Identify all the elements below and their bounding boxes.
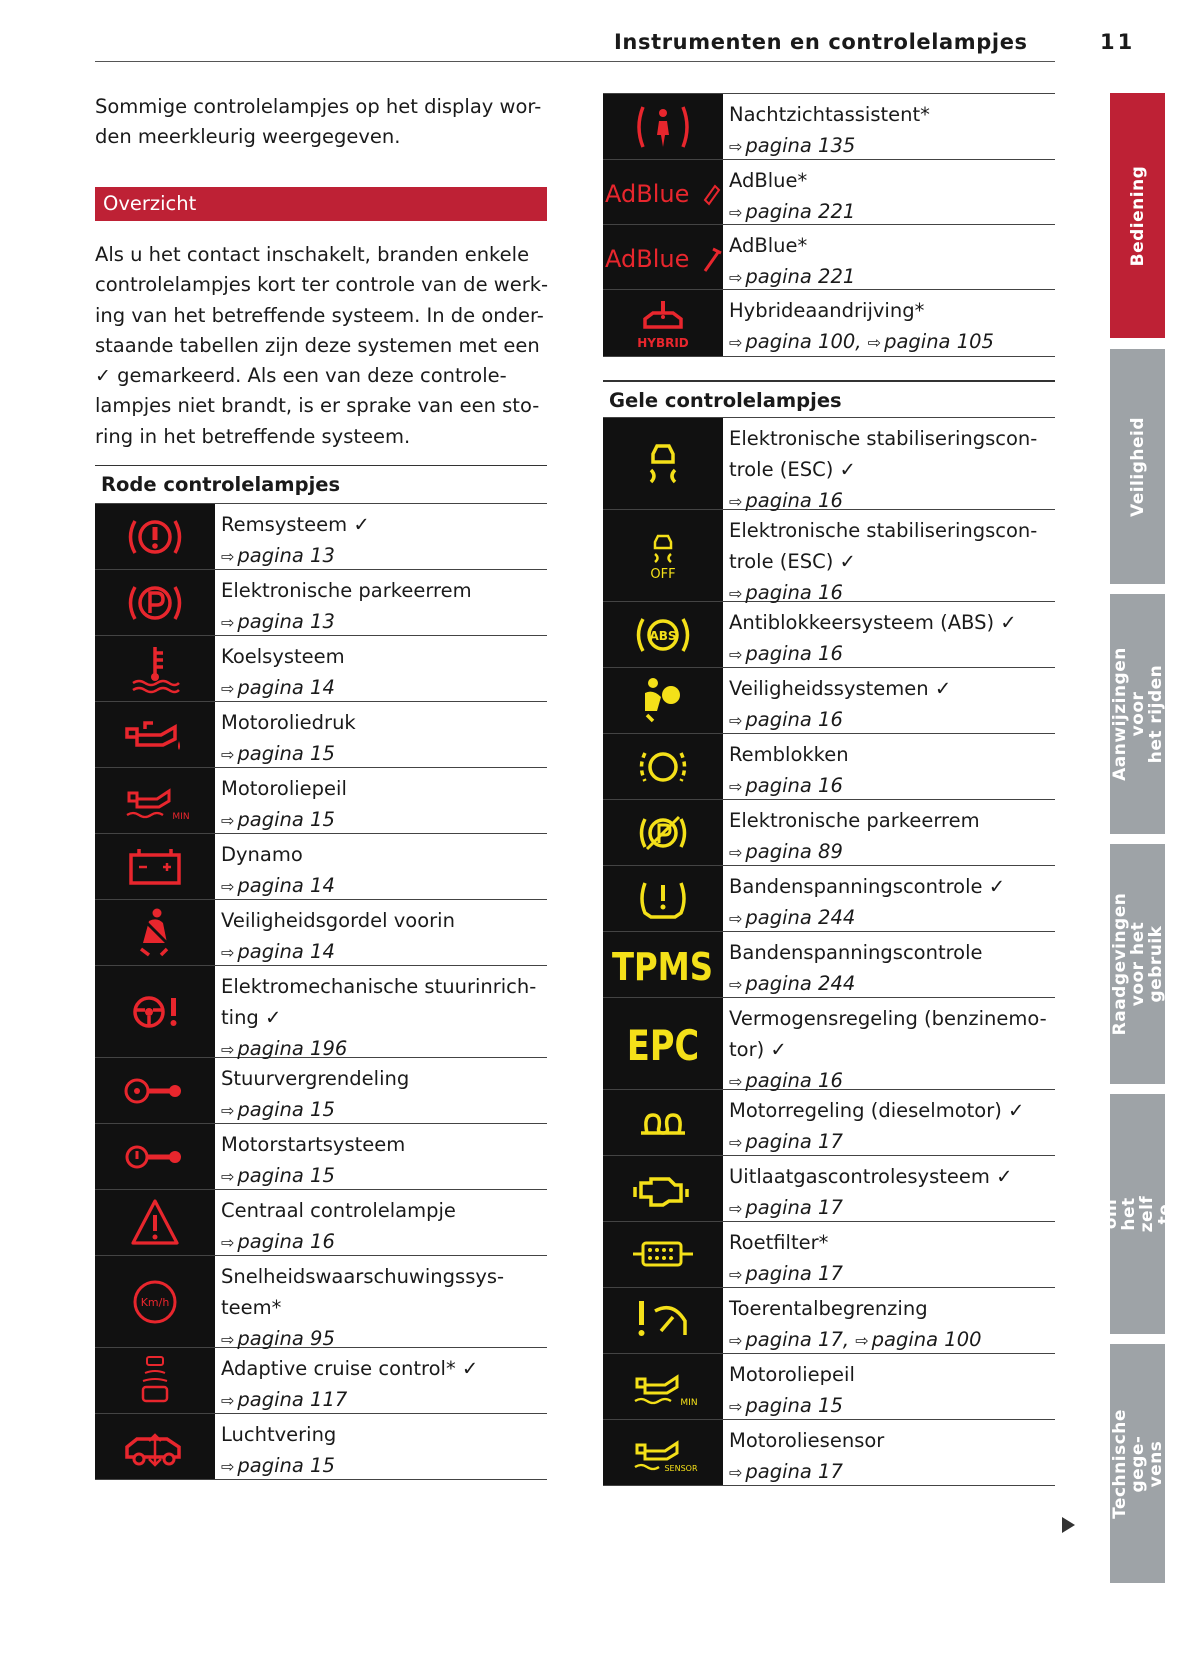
side-tab-label: Aanwijzingen voor het rijden [1109,647,1166,781]
reference-arrow-icon: ⇨ [221,1233,235,1252]
reference-arrow-icon: ⇨ [729,1133,743,1152]
lamp-description [723,1354,1055,1419]
parking-brake-icon [95,570,215,635]
lamp-name: Roetfilter* [729,1231,829,1254]
table-row [95,503,547,569]
page-link[interactable]: pagina 100, [745,330,862,353]
lamp-name: Nachtzichtassistent* [729,103,930,126]
particulate-filter-icon [603,1222,723,1287]
table-row [603,509,1055,604]
reference-arrow-icon: ⇨ [729,1463,743,1482]
lamp-name: Vermogensregeling (benzinemo- tor) ✓ [729,1007,1047,1061]
lamp-name: Elektronische stabiliseringscon- trole (ESC) ✓ [729,519,1038,573]
lamp-name: Uitlaatgascontrolesysteem ✓ [729,1165,1013,1188]
svg-text:AdBlue: AdBlue [605,180,690,208]
lamp-description [723,668,1055,733]
esc-icon [603,418,723,509]
table-row [95,767,547,833]
lamp-description [723,225,1055,289]
page-link[interactable]: pagina 244 [745,972,856,995]
svg-text:OFF: OFF [650,566,676,582]
lamp-name: Bandenspanningscontrole [729,941,983,964]
table-row [95,635,547,701]
epc-icon [603,998,723,1089]
seatbelt-icon [95,900,215,965]
page-reference [729,968,1055,1000]
page-reference [729,770,1055,802]
table-row [603,931,1055,997]
page-reference [221,1384,547,1416]
page-link[interactable]: pagina 15 [237,1164,335,1187]
reference-arrow-icon: ⇨ [221,943,235,962]
lamp-name: Adaptive cruise control* ✓ [221,1357,479,1380]
overview-text-2: gemarkeerd. Als een van deze controle- lampjes niet brandt, is er sprake van een sto- ring in het betreffende systeem. [95,364,540,448]
page-link[interactable]: pagina 16 [745,642,843,665]
page-link[interactable]: pagina 100 [871,1328,982,1351]
overview-heading: Overzicht [95,187,547,221]
page-reference [729,836,1055,868]
lamp-description [723,1090,1055,1155]
reference-arrow-icon: ⇨ [729,1265,743,1284]
reference-arrow-icon: ⇨ [729,584,743,603]
lamp-description [215,768,547,833]
page-link[interactable]: pagina 16 [745,489,843,512]
lamp-name: Toerentalbegrenzing [729,1297,928,1320]
table-row [603,1287,1055,1353]
steering-warning-icon [95,966,215,1057]
lamp-name: Elektromechanische stuurinrich- ting ✓ [221,975,537,1029]
engine-check-icon [603,1156,723,1221]
svg-text:HYBRID: HYBRID [637,336,689,350]
oil-level-min-icon [603,1354,723,1419]
lamp-description [723,94,1055,159]
lamp-name: Motorstartsysteem [221,1133,406,1156]
table-row [603,1353,1055,1419]
page-link[interactable]: pagina 17, [745,1328,850,1351]
lamp-description [723,602,1055,667]
lamp-name: Motoroliepeil [221,777,347,800]
page-reference [729,1456,1055,1488]
table-row [603,1221,1055,1287]
lamp-description [215,636,547,701]
table-row [603,224,1055,289]
lamp-name: Motoroliedruk [221,711,356,734]
table-row [95,899,547,965]
page-link[interactable]: pagina 17 [745,1130,843,1153]
lamp-name: Remblokken [729,743,849,766]
esc-off-icon [603,510,723,601]
lamp-description [215,900,547,965]
steering-lock-icon [95,1058,215,1123]
reference-arrow-icon: ⇨ [221,1330,235,1349]
side-tab-4[interactable] [1110,844,1165,1084]
page-link[interactable]: pagina 117 [237,1388,348,1411]
lamp-description [215,1348,547,1413]
yellow-lights-table [603,417,1055,1486]
table-row [603,159,1055,224]
lamp-description [723,932,1055,997]
overview-text-1: Als u het contact inschakelt, branden enkele controlelampjes kort ter controle van de werk- ing van het betreffende systeem. In de onder- staande tabellen zijn deze systemen met een [95,243,549,357]
speed-warning-icon [95,1256,215,1347]
page-reference [729,704,1055,736]
tpms-icon [603,932,723,997]
table-row [95,701,547,767]
page-link[interactable]: pagina 13 [237,610,335,633]
svg-text:SENSOR: SENSOR [664,1463,698,1473]
battery-icon [95,834,215,899]
reference-arrow-icon: ⇨ [221,1167,235,1186]
reference-arrow-icon: ⇨ [729,975,743,994]
tire-pressure-icon [603,866,723,931]
page-reference [221,870,547,902]
reference-arrow-icon: ⇨ [729,711,743,730]
red-section-title: Rode controlelampjes [95,465,547,503]
reference-arrow-icon: ⇨ [729,203,743,222]
reference-arrow-icon: ⇨ [221,1101,235,1120]
lamp-name: Antiblokkeersysteem (ABS) ✓ [729,611,1017,634]
reference-arrow-icon: ⇨ [729,909,743,928]
lamp-name: AdBlue* [729,234,808,257]
lamp-description [215,702,547,767]
adblue-service-icon [603,225,723,289]
overview-paragraph [95,240,557,452]
table-row [603,601,1055,667]
page-reference [729,1390,1055,1422]
lamp-description [723,418,1055,512]
parking-brake-fault-icon [603,800,723,865]
top-right-lights-table [603,93,1055,357]
table-row [95,1057,547,1123]
lamp-description [215,504,547,569]
page-reference [729,638,1055,670]
lamp-name: Elektronische parkeerrem [221,579,472,602]
page-reference [729,1324,1055,1356]
page-reference [729,1126,1055,1158]
lamp-name: Luchtvering [221,1423,337,1446]
page-reference [221,1226,547,1258]
page-reference [729,261,1055,293]
airbag-icon [603,668,723,733]
side-tab-6[interactable] [1110,1344,1165,1583]
brake-warning-icon [95,504,215,569]
page-reference [221,672,547,704]
coolant-temperature-icon [95,636,215,701]
air-suspension-icon [95,1414,215,1479]
table-row [95,1189,547,1255]
table-row [603,997,1055,1092]
lamp-description [723,1156,1055,1221]
lamp-description [723,998,1055,1092]
lamp-description [215,1414,547,1479]
lamp-name: Elektronische stabiliseringscon- trole (ESC) ✓ [729,427,1038,481]
check-mark: ✓ [95,365,111,388]
lamp-description [723,866,1055,931]
lamp-name: Motorregeling (dieselmotor) ✓ [729,1099,1025,1122]
page-reference [729,1258,1055,1290]
table-row [603,667,1055,733]
lamp-description [723,1420,1055,1485]
table-row [603,93,1055,159]
table-row [603,799,1055,865]
oil-sensor-icon [603,1420,723,1485]
reference-arrow-icon: ⇨ [221,1391,235,1410]
lamp-description [723,734,1055,799]
svg-text:AdBlue: AdBlue [605,245,690,273]
reference-arrow-icon: ⇨ [867,333,882,352]
page-link[interactable]: pagina 16 [237,1230,335,1253]
page-link[interactable]: pagina 135 [745,134,856,157]
svg-text:MIN: MIN [680,1397,698,1408]
side-tab-2[interactable] [1110,349,1165,584]
page-reference [729,130,1055,162]
reference-arrow-icon: ⇨ [729,492,743,511]
lamp-name: Dynamo [221,843,303,866]
reference-arrow-icon: ⇨ [729,1397,743,1416]
page-header-title: Instrumenten en controlelampjes [614,30,1028,54]
page-link[interactable]: pagina 221 [745,200,856,223]
lamp-name: Remsysteem ✓ [221,513,370,536]
table-row [603,733,1055,799]
page-reference [221,1450,547,1482]
lamp-description [215,834,547,899]
abs-icon [603,602,723,667]
oil-pressure-icon [95,702,215,767]
lamp-description [215,1058,547,1123]
page-reference [729,902,1055,934]
page-reference [729,1192,1055,1224]
page-link[interactable]: pagina 196 [237,1037,348,1060]
page-reference [221,936,547,968]
lamp-description [723,1288,1055,1353]
lamp-description [215,1124,547,1189]
side-tab-label: Bediening [1127,165,1148,266]
page-reference [729,196,1055,228]
page-link[interactable]: pagina 15 [745,1394,843,1417]
page-link[interactable]: pagina 15 [237,742,335,765]
reference-arrow-icon: ⇨ [729,1072,743,1091]
reference-arrow-icon: ⇨ [729,843,743,862]
lamp-description [215,570,547,635]
svg-text:EPC: EPC [626,1020,700,1070]
page-link[interactable]: pagina 221 [745,265,856,288]
page-link[interactable]: pagina 89 [745,840,843,863]
lamp-name: Motoroliesensor [729,1429,885,1452]
table-row [95,569,547,635]
reference-arrow-icon: ⇨ [729,645,743,664]
lamp-name: Stuurvergrendeling [221,1067,410,1090]
lamp-name: AdBlue* [729,169,808,192]
svg-text:TPMS: TPMS [611,945,714,990]
side-tab-3[interactable] [1110,594,1165,834]
side-tab-label: Technische gege- vens [1109,1408,1166,1519]
night-vision-icon [603,94,723,159]
page-link[interactable]: pagina 95 [237,1327,335,1350]
page-reference [221,606,547,638]
page-link[interactable]: pagina 15 [237,1454,335,1477]
table-row [603,1419,1055,1485]
table-row [95,1255,547,1350]
page-link[interactable]: pagina 14 [237,676,335,699]
table-row [603,865,1055,931]
reference-arrow-icon: ⇨ [855,1331,869,1350]
page-reference [221,804,547,836]
lamp-description [215,1256,547,1350]
lamp-name: Elektronische parkeerrem [729,809,980,832]
reference-arrow-icon: ⇨ [729,777,743,796]
lamp-name: Veiligheidsgordel voorin [221,909,455,932]
hybrid-drive-icon [603,290,723,356]
glow-plug-icon [603,1090,723,1155]
oil-level-min-icon [95,768,215,833]
side-tab-label: Tips om het zelf te doen [1082,1189,1193,1239]
reference-arrow-icon: ⇨ [221,613,235,632]
page-reference [221,540,547,572]
page-link[interactable]: pagina 244 [745,906,856,929]
brake-pads-icon [603,734,723,799]
reference-arrow-icon: ⇨ [221,1457,235,1476]
lamp-description [215,966,547,1060]
reference-arrow-icon: ⇨ [221,877,235,896]
page-reference [221,1160,547,1192]
page-link[interactable]: pagina 14 [237,940,335,963]
side-tab-5[interactable] [1082,1094,1193,1334]
svg-text:ABS: ABS [649,628,677,643]
page-link[interactable]: pagina 14 [237,874,335,897]
table-row [95,965,547,1060]
lamp-description [723,1222,1055,1287]
svg-text:MIN: MIN [172,811,190,822]
reference-arrow-icon: ⇨ [221,745,235,764]
page-reference [221,1094,547,1126]
page-link[interactable]: pagina 16 [745,774,843,797]
lamp-name: Snelheidswaarschuwingssys- teem* [221,1265,505,1319]
table-row [95,833,547,899]
page-reference [729,326,1055,358]
rev-limit-icon [603,1288,723,1353]
warning-triangle-icon [95,1190,215,1255]
header-divider [95,61,1055,62]
reference-arrow-icon: ⇨ [221,811,235,830]
lamp-description [723,290,1055,356]
reference-arrow-icon: ⇨ [729,1199,743,1218]
page-link[interactable]: pagina 15 [237,808,335,831]
page-link[interactable]: pagina 13 [237,544,335,567]
table-row [95,1123,547,1189]
page-link[interactable]: pagina 16 [745,708,843,731]
lamp-name: Motoroliepeil [729,1363,855,1386]
table-row [603,417,1055,512]
side-tab-label: Veiligheid [1127,416,1148,517]
page-number: 11 [1100,30,1136,54]
table-row [95,1347,547,1413]
page-link[interactable]: pagina 16 [745,1069,843,1092]
red-lights-table [95,503,547,1480]
page-link[interactable]: pagina 105 [884,330,994,353]
reference-arrow-icon: ⇨ [729,1331,743,1350]
page-link[interactable]: pagina 17 [745,1460,843,1483]
lamp-description [723,800,1055,865]
reference-arrow-icon: ⇨ [221,679,235,698]
reference-arrow-icon: ⇨ [729,333,743,352]
lamp-name: Veiligheidssystemen ✓ [729,677,952,700]
lamp-description [215,1190,547,1255]
adblue-fill-icon [603,160,723,224]
page-link[interactable]: pagina 17 [745,1262,843,1285]
table-row [603,1155,1055,1221]
reference-arrow-icon: ⇨ [221,547,235,566]
page-link[interactable]: pagina 17 [745,1196,843,1219]
svg-text:Km/h: Km/h [140,1295,170,1309]
reference-arrow-icon: ⇨ [729,137,743,156]
lamp-description [723,510,1055,604]
table-row [603,1089,1055,1155]
yellow-section-title: Gele controlelampjes [603,380,1055,417]
side-tab-label: Raadgevingen voor het gebruik [1109,892,1166,1036]
adaptive-cruise-icon [95,1348,215,1413]
ignition-key-icon [95,1124,215,1189]
reference-arrow-icon: ⇨ [221,1040,235,1059]
table-row [95,1413,547,1479]
reference-arrow-icon: ⇨ [729,268,743,287]
page-link[interactable]: pagina 15 [237,1098,335,1121]
page-reference [221,738,547,770]
lamp-name: Koelsysteem [221,645,345,668]
lamp-description [723,160,1055,224]
table-row [603,289,1055,356]
lamp-name: Bandenspanningscontrole ✓ [729,875,1006,898]
page-link[interactable]: pagina 16 [745,581,843,604]
lamp-name: Centraal controlelampje [221,1199,456,1222]
lamp-name: Hybrideaandrijving* [729,299,925,322]
side-tab-1[interactable] [1110,93,1165,338]
next-page-arrow-icon[interactable] [1062,1517,1075,1533]
intro-text: Sommige controlelampjes op het display wor- den meerkleurig weergegeven. [95,95,542,148]
